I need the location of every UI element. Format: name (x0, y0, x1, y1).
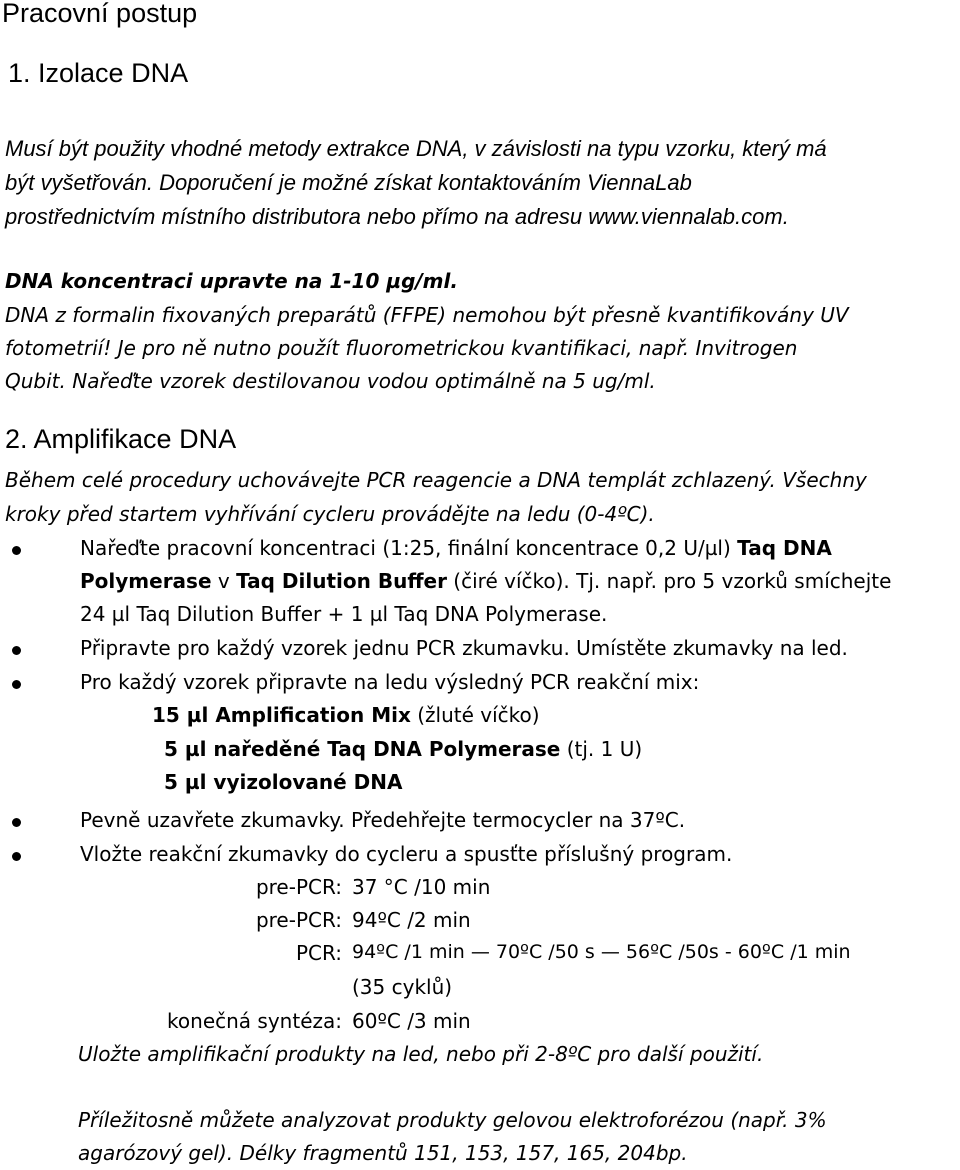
section1-text-line: prostřednictvím místního distributora nebo přímo na adresu www.viennalab.com. (5, 204, 789, 229)
ffpe-note-line: fotometrií! Je pro ně nutno použít fluorometrickou kvantifikaci, např. Invitrogen (5, 336, 798, 360)
bullet-icon (12, 680, 21, 689)
ffpe-note-line: DNA z formalin fixovaných preparátů (FFPE) nemohou být přesně kvantifikovány UV (5, 303, 849, 327)
storage-note: Uložte amplifikační produkty na led, nebo při 2-8ºC pro další použití. (78, 1042, 764, 1066)
program-value: 94ºC /2 min (352, 908, 471, 932)
ffpe-note-line: Qubit. Nařeďte vzorek destilovanou vodou optimálně na 5 ug/ml. (5, 369, 656, 393)
section2-intro-line: kroky před startem vyhřívání cycleru provádějte na ledu (0-4ºC). (5, 502, 655, 526)
bullet-dilution-tail: (čiré víčko). Tj. např. pro 5 vzorků smíchejte (446, 569, 892, 593)
section2-intro-line: Během celé procedury uchovávejte PCR reagencie a DNA templát zchlazený. Všechny (5, 468, 867, 492)
gel-note-line: agarózový gel). Délky fragmentů 151, 153, 157, 165, 204bp. (78, 1141, 688, 1165)
bullet-icon (12, 546, 21, 555)
bullet-dilution (80, 536, 832, 560)
mix-polymerase-note: (tj. 1 U) (560, 737, 643, 761)
bullet-icon (12, 818, 21, 827)
mix-dna: 5 µl vyizolované DNA (164, 770, 403, 794)
mix-polymerase-label: 5 µl naředěné Taq DNA Polymerase (164, 737, 561, 761)
taq-dna-label: Taq DNA (737, 536, 832, 560)
bullet-dilution-line2 (80, 569, 891, 593)
dilution-buffer-label: Taq Dilution Buffer (236, 569, 447, 593)
mix-amplification-label: 15 µl Amplification Mix (152, 703, 411, 727)
program-label: pre-PCR: (255, 908, 342, 932)
bullet-start-program: Vložte reakční zkumavky do cycleru a spusťte příslušný program. (80, 842, 733, 866)
mix-amplification (152, 703, 540, 727)
program-value: 94ºC /1 min — 70ºC /50 s — 56ºC /50s - 60ºC /1 min (352, 941, 851, 963)
mix-polymerase (164, 737, 642, 761)
bullet-dilution-text: Nařeďte pracovní koncentraci (1:25, finální koncentrace 0,2 U/µl) (80, 536, 738, 560)
section1-text-line: Musí být použity vhodné metody extrakce DNA, v závislosti na typu vzorku, který má (5, 136, 827, 161)
section1-heading: 1. Izolace DNA (8, 58, 189, 88)
bullet-reaction-mix: Pro každý vzorek připravte na ledu výsledný PCR reakční mix: (80, 670, 700, 694)
program-value: 37 °C /10 min (352, 875, 491, 899)
program-label: pre-PCR: (255, 875, 342, 899)
polymerase-label: Polymerase (80, 569, 212, 593)
connector-text: v (211, 569, 237, 593)
section1-text-line: být vyšetřován. Doporučení je možné získat kontaktováním ViennaLab (5, 170, 692, 195)
gel-note-line: Příležitosně můžete analyzovat produkty gelovou elektroforézou (např. 3% (78, 1108, 827, 1132)
bullet-icon (12, 852, 21, 861)
program-value: (35 cyklů) (352, 975, 453, 999)
mix-amplification-note: (žluté víčko) (410, 703, 540, 727)
concentration-note: DNA koncentraci upravte na 1-10 µg/ml. (5, 269, 458, 293)
program-label: PCR: (295, 941, 342, 965)
bullet-icon (12, 646, 21, 655)
section2-heading: 2. Amplifikace DNA (5, 424, 237, 454)
bullet-close-tubes: Pevně uzavřete zkumavky. Předehřejte termocycler na 37ºC. (80, 808, 686, 832)
program-label: konečná syntéza: (167, 1009, 342, 1033)
bullet-dilution-line3: 24 µl Taq Dilution Buffer + 1 µl Taq DNA Polymerase. (80, 602, 608, 626)
bullet-prepare-tubes: Připravte pro každý vzorek jednu PCR zkumavku. Umístěte zkumavky na led. (80, 636, 848, 660)
page-title: Pracovní postup (2, 0, 198, 28)
program-value: 60ºC /3 min (352, 1009, 471, 1033)
